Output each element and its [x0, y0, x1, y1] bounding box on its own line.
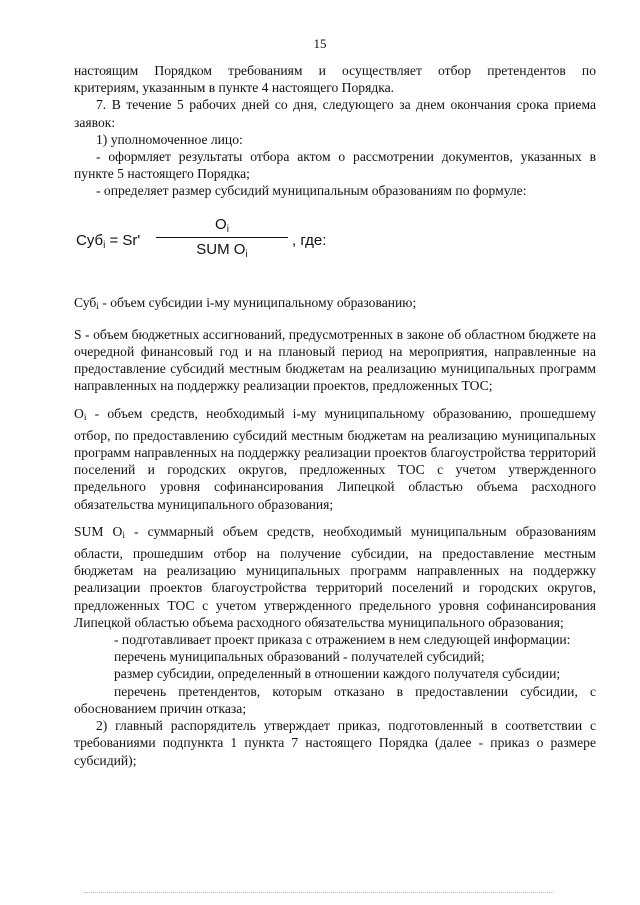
paragraph-continuation-line2: критериям, указанным в пункте 4 настоящего Порядка. — [74, 80, 395, 96]
formula-denominator-symbol: SUM O — [196, 240, 246, 258]
definition-sum — [74, 523, 596, 631]
definition-sum-term: SUM O — [74, 523, 123, 539]
formula-denominator-index: i — [245, 248, 248, 260]
paragraph-determines-size: - определяет размер субсидий муниципальным образованиям по формуле: — [96, 183, 527, 199]
formula-fraction — [156, 214, 288, 263]
definition-sum-text: - суммарный объем средств, необходимый муниципальным образованиям области, прошедшим отбор на получение субсидии, на предоставление местным бюджетам на реализацию муниципальных программ направленных на поддержку реализации проектов благоустройства территорий поселений и городских округов, предложенных ТОС с учетом утвержденного предельного уровня софинансирования Липецкой областью объема расходного обязательства муниципального образования; — [74, 523, 596, 630]
definition-sub — [74, 294, 596, 316]
paragraph-records-results: - оформляет результаты отбора актом о рассмотрении документов, указанных в пункте 5 настоящего Порядка; — [74, 149, 596, 182]
formula-numerator — [156, 214, 288, 236]
formula-tail: , где: — [292, 231, 327, 249]
definition-sum-index: i — [122, 530, 125, 541]
definition-sub-index: i — [96, 301, 99, 312]
fraction-bar — [156, 237, 288, 238]
paragraph-item-7: 7. В течение 5 рабочих дней со дня, следующего за днем окончания срока приема заявок: — [74, 97, 596, 130]
paragraph-recipients-list: перечень муниципальных образований - получателей субсидий; — [114, 649, 485, 665]
formula-denominator — [156, 241, 288, 263]
scan-artifact-line — [84, 892, 554, 896]
definition-sub-text: - объем субсидии i-му муниципальному образованию; — [98, 294, 417, 310]
paragraph-refused-list: перечень претендентов, которым отказано в предоставлении субсидии, с обоснованием причин отказа; — [74, 683, 596, 716]
formula-numerator-index: i — [226, 223, 229, 235]
paragraph-chief-manager: 2) главный распорядитель утверждает приказ, подготовленный в соответствии с требованиями подпункта 1 пункта 7 настоящего Порядка (далее - приказ о размере субсидий); — [74, 718, 596, 768]
formula-lhs-index: i — [103, 239, 106, 251]
paragraph-subsidy-size: размер субсидии, определенный в отношении каждого получателя субсидии; — [114, 666, 561, 682]
paragraph-prepares-order: - подготавливает проект приказа с отражением в нем следующей информации: — [114, 632, 571, 648]
formula-numerator-symbol: O — [215, 215, 227, 233]
formula-eq: = Sr' — [105, 231, 141, 249]
paragraph-continuation-line1: настоящим Порядком требованиям и осуществляет отбор претендентов по — [74, 63, 596, 78]
definition-o-text: - объем средств, необходимый i-му муниципальному образованию, прошедшему отбор, по предоставлению субсидий местным бюджетам на реализацию муниципальных программ направленных на поддержку реализации проектов благоустройства территорий поселений и городских округов, предложенных ТОС с учетом утвержденного предельного уровня софинансирования Липецкой областью объема расходного обязательства муниципального образования; — [74, 405, 596, 512]
formula-lhs-symbol: Суб — [76, 231, 104, 249]
definition-o-term: O — [74, 405, 84, 421]
definition-o — [74, 405, 596, 513]
definition-sub-term: Суб — [74, 294, 97, 310]
subsidy-formula — [74, 214, 596, 272]
definition-s: S - объем бюджетных ассигнований, предусмотренных в законе об областном бюджете на очередной финансовый год и на плановый период на мероприятия, направленные на предоставление субсидий местным бюджетам на реализацию муниципальных программ направленных на поддержку реализации проектов, предложенных ТОС; — [74, 326, 596, 394]
page-number: 15 — [313, 36, 327, 51]
formula-lhs — [76, 232, 140, 254]
paragraph-authorized-person: 1) уполномоченное лицо: — [96, 131, 243, 147]
definition-o-index: i — [83, 412, 87, 423]
document-body — [74, 62, 596, 769]
